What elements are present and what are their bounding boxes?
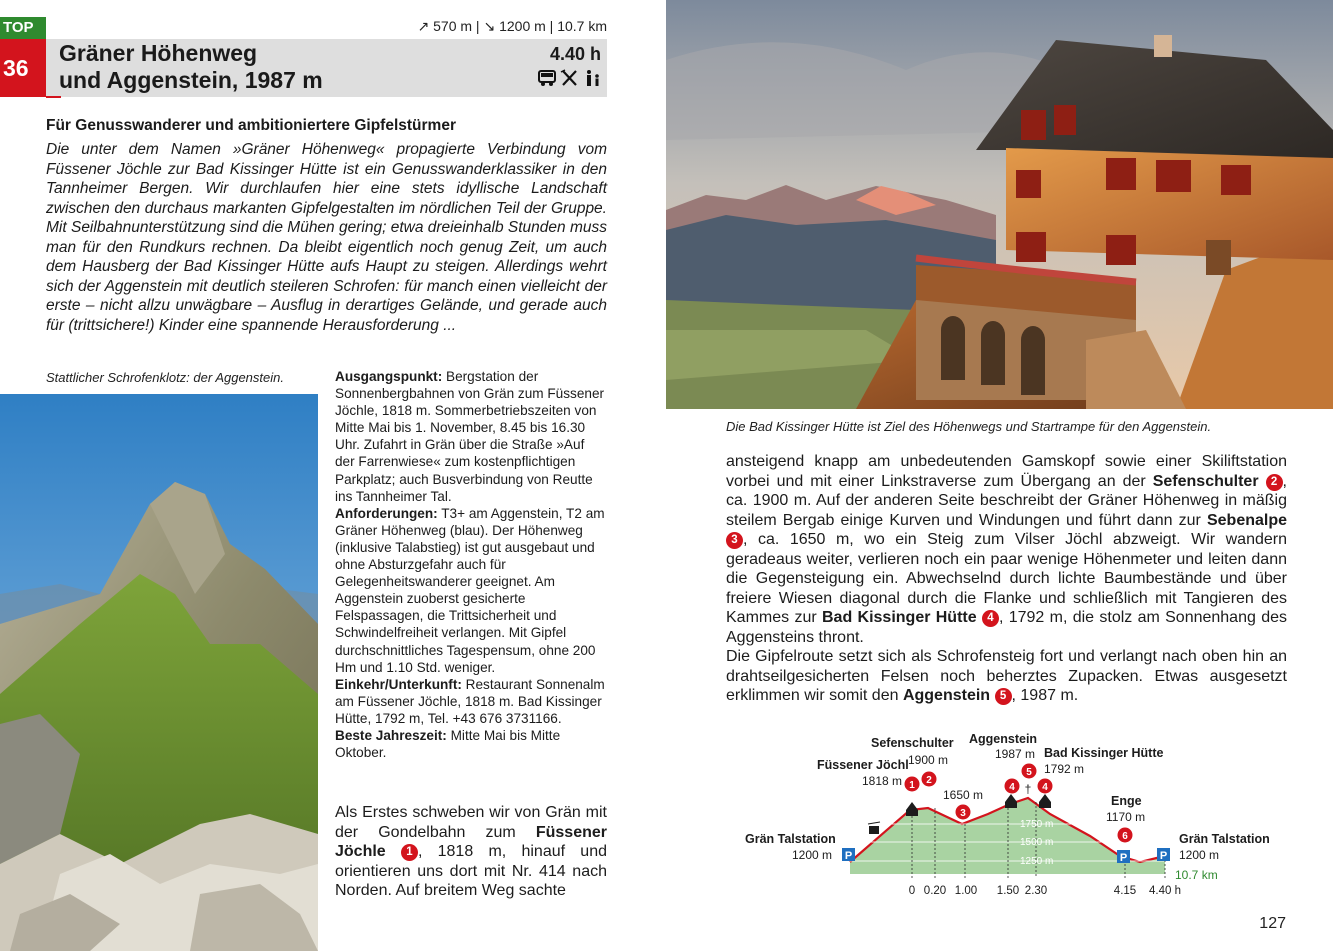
time-label-4: 2.30 bbox=[1024, 885, 1048, 897]
station-fuessener-joechl-alt: 1818 m bbox=[862, 774, 903, 788]
waypoint-5-marker: 5 bbox=[995, 688, 1012, 705]
station-bad-kissinger-huette: Bad Kissinger Hütte bbox=[1044, 746, 1164, 760]
top-badge: TOP bbox=[0, 17, 46, 39]
profile-wp-5: 5 bbox=[1026, 767, 1032, 778]
time-label-6: 4.40 h bbox=[1149, 885, 1181, 897]
grid-label-1500: 1500 m bbox=[1020, 837, 1054, 848]
profile-wp-4b: 4 bbox=[1042, 782, 1048, 793]
title-line-2: und Aggenstein, 1987 m bbox=[59, 67, 323, 93]
profile-wp-6: 6 bbox=[1122, 831, 1128, 842]
summit-cross-icon: † bbox=[1024, 782, 1032, 796]
route-text-right bbox=[726, 452, 1287, 706]
route-text-left bbox=[335, 803, 607, 901]
info-hut-label: Einkehr/Unterkunft: bbox=[335, 676, 462, 692]
restaurant-icon bbox=[560, 69, 580, 87]
info-req-text: T3+ am Aggenstein, T2 am Gräner Höhenweg (blau). Der Höhenweg (inklusive Talabstieg) ist gut ausgebaut und ohne Absturzgefahr auch für Gelegenheitswanderer geeignet. Am Aggenstein zuoberst gesicherte Felspassagen, die Trittsicherheit und Schwindelfreiheit verlangen. Mit Gipfel durchschnittliches Tagespensum, ohne 200 Hm und 1.10 Std. weniger. bbox=[335, 505, 605, 675]
tour-duration: 4.40 h bbox=[549, 44, 601, 64]
info-box bbox=[335, 368, 607, 761]
route-p3-c: , 1987 m. bbox=[1011, 687, 1079, 704]
station-sefenschulter: Sefenschulter bbox=[871, 736, 954, 750]
route-p2-f: Bad Kissinger Hütte bbox=[821, 609, 977, 626]
station-graen-start: Grän Talstation bbox=[745, 832, 836, 846]
info-start-text: Bergstation der Sonnenbergbahnen von Grän zum Füssener Jöchle, 1818 m. Sommerbetriebszeiten von Mitte Mai bis 1. November, 8.45 bis 16.30 Uhr. Zufahrt in Grän über die Straße »Auf der Farrenwiese« zum kostenpflichtigen Parkplatz; auch Busverbindung von Reutte ins Tannheimer Tal. bbox=[335, 369, 605, 504]
info-season-text: Mitte Mai bis Mitte Oktober. bbox=[335, 727, 561, 761]
tour-title bbox=[59, 40, 323, 94]
time-label-3: 1.50 bbox=[996, 885, 1020, 897]
station-graen-end: Grän Talstation bbox=[1179, 832, 1270, 846]
parking-label-enge: P bbox=[1119, 852, 1128, 864]
station-sefenschulter-alt: 1900 m bbox=[908, 753, 949, 767]
title-line-1: Gräner Höhenweg bbox=[59, 40, 258, 66]
time-label-2: 1.00 bbox=[954, 885, 978, 897]
profile-wp-4a: 4 bbox=[1009, 782, 1015, 793]
info-req-label: Anforderungen: bbox=[335, 505, 438, 521]
station-sebenalpe-alt: 1650 m bbox=[943, 788, 984, 802]
station-graen-start-alt: 1200 m bbox=[792, 848, 833, 862]
photo-caption-right: Die Bad Kissinger Hütte ist Ziel des Höhenwegs und Startrampe für den Aggenstein. bbox=[726, 419, 1212, 434]
info-requirements bbox=[335, 505, 607, 676]
route-p1-a: Als Erstes schweben wir von Grän mit der Gondelbahn zum bbox=[335, 804, 607, 841]
distance-label: 10.7 km bbox=[1175, 868, 1218, 882]
info-start-label: Ausgangspunkt: bbox=[335, 369, 443, 384]
route-p2-a: ansteigend knapp am unbedeutenden Gamskopf sowie einer Skiliftstation vorbei und mit einer Linkstraverse zum Übergang an der bbox=[726, 453, 1287, 490]
intro-subheading: Für Genusswanderer und ambitioniertere Gipfelstürmer bbox=[46, 117, 456, 134]
tour-number-badge: 36 bbox=[0, 39, 46, 97]
parking-label-end: P bbox=[1159, 850, 1168, 862]
profile-wp-3: 3 bbox=[960, 808, 966, 819]
station-aggenstein-alt: 1987 m bbox=[995, 747, 1036, 761]
tour-icons bbox=[537, 69, 603, 87]
title-accent bbox=[46, 96, 61, 98]
route-p2-d: Sebenalpe bbox=[1206, 511, 1287, 529]
route-p3-b: Aggenstein bbox=[902, 687, 991, 704]
waypoint-2-marker: 2 bbox=[1266, 474, 1283, 491]
photo-caption-left: Stattlicher Schrofenklotz: der Aggenstein. bbox=[46, 370, 284, 385]
aggenstein-photo bbox=[0, 394, 318, 951]
page-number: 127 bbox=[1259, 915, 1286, 932]
info-hut-text: Restaurant Sonnenalm am Füssener Jöchle, 1818 m. Bad Kissinger Hütte, 1792 m, Tel. +43 676 3731166. bbox=[335, 676, 605, 726]
info-season bbox=[335, 727, 607, 761]
route-p1-c: , 1818 m, hinauf und orientieren uns dort mit Nr. 414 nach Norden. Auf breitem Weg sachte bbox=[335, 843, 607, 899]
route-p2-e: , ca. 1650 m, wo ein Steig zum Vilser Jöchl abzweigt. Wir wandern geradeaus weiter, verlieren noch ein paar wenige Höhenmeter und leiten dann die Gegensteigung ein. Abwechselnd durch lichte Baumbestände und über freiere Wiesen diagonal durch die Flanke und schließlich mit Tangieren des Kammes zur bbox=[726, 531, 1287, 626]
waypoint-4-marker: 4 bbox=[982, 610, 999, 627]
tour-stats: ↗ 570 m | ↘ 1200 m | 10.7 km bbox=[417, 18, 607, 34]
station-enge-alt: 1170 m bbox=[1106, 810, 1146, 824]
route-p2-c: , ca. 1900 m. Auf der anderen Seite beschreibt der Gräner Höhenweg in mäßig steilem Bergab einige Kurven und Windungen und führt dann zur bbox=[726, 472, 1287, 529]
station-enge: Enge bbox=[1111, 794, 1142, 808]
waypoint-1-marker: 1 bbox=[401, 844, 418, 861]
route-p3-a: Die Gipfelroute setzt sich als Schrofensteig fort und verlangt nach oben hin an drahtseilgesicherten Felsen noch beherztes Zupacken. Etwas ausgesetzt erklimmen wir somit den bbox=[726, 648, 1287, 704]
info-hut bbox=[335, 676, 607, 727]
route-p1-b: Füssener Jöchle bbox=[335, 823, 607, 860]
station-bad-kissinger-huette-alt: 1792 m bbox=[1044, 762, 1085, 776]
info-start bbox=[335, 368, 607, 505]
time-label-1: 0.20 bbox=[923, 885, 947, 897]
bus-icon bbox=[537, 69, 557, 87]
waypoint-3-marker: 3 bbox=[726, 532, 743, 549]
station-fuessener-joechl: Füssener Jöchl bbox=[817, 758, 909, 772]
parking-label-start: P bbox=[844, 850, 853, 862]
time-label-5: 4.15 bbox=[1113, 885, 1137, 897]
route-p2-b: Sefenschulter bbox=[1152, 472, 1259, 490]
info-season-label: Beste Jahreszeit: bbox=[335, 727, 447, 743]
station-graen-end-alt: 1200 m bbox=[1179, 848, 1220, 862]
title-bar bbox=[46, 39, 607, 97]
station-aggenstein: Aggenstein bbox=[969, 732, 1038, 746]
intro-text: Die unter dem Namen »Gräner Höhenweg« propagierte Verbindung vom Füssener Jöchle zur Bad Kissinger Hütte ist ein Genusswanderklassiker in den Tannheimer Bergen. Wir durchlaufen hier eine stets idyllische Landschaft zwischen den durchaus markanten Gipfelgestalten im nördlichen Teil der Gruppe. Mit Seilbahnunterstützung sind die Mühen gering; etwa dreieinhalb Stunden muss man für den Rundkurs rechnen. Da bleibt eigentlich noch genug Zeit, um auch dem Hausberg der Bad Kissinger Hütte aufs Haupt zu steigen. Allerdings wehrt sich der Aggenstein mit deutlich steileren Schrofen: für manch einen vielleicht der erste – nicht allzu unwägbare – Ausflug in derartiges Gelände, und gerade auch für (trittsichere!) Kinder eine spannende Herausforderung ... bbox=[46, 141, 607, 334]
grid-label-1250: 1250 m bbox=[1020, 856, 1054, 867]
profile-wp-1: 1 bbox=[909, 780, 915, 791]
time-label-0: 0 bbox=[908, 885, 916, 897]
bad-kissinger-huette-photo bbox=[666, 0, 1333, 409]
elevation-profile bbox=[740, 728, 1300, 898]
route-p2-g: , 1792 m, die stolz am Sonnenhang des Aggensteins thront. bbox=[726, 609, 1287, 646]
grid-label-1750: 1750 m bbox=[1020, 819, 1054, 830]
profile-wp-2: 2 bbox=[926, 775, 932, 786]
family-icon bbox=[583, 69, 603, 87]
